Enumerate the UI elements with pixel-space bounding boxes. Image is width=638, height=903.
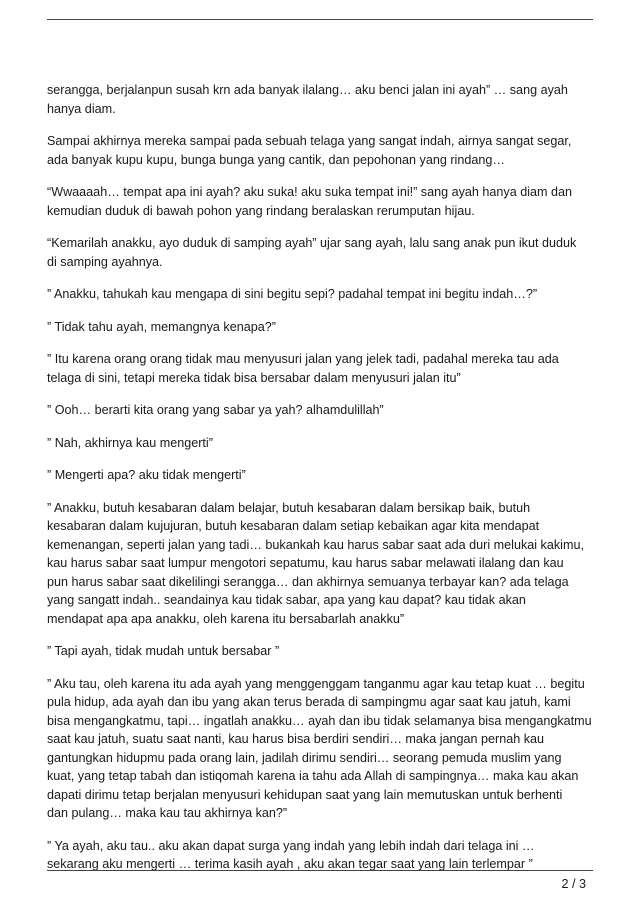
paragraph: ” Nah, akhirnya kau mengerti” xyxy=(47,435,213,450)
paragraph: ” Tidak tahu ayah, memangnya kenapa?” xyxy=(47,319,276,334)
paragraph: ” Tapi ayah, tidak mudah untuk bersabar ” xyxy=(47,644,280,658)
document-body xyxy=(47,81,607,888)
paragraph: serangga, berjalanpun susah krn ada banyak ilalang… aku benci jalan ini ayah” … sang ayah hanya diam. xyxy=(47,83,568,116)
paragraph: ” Ooh… berarti kita orang yang sabar ya yah? alhamdulillah” xyxy=(47,403,384,417)
header-rule xyxy=(47,19,593,20)
paragraph: “Wwaaaah… tempat apa ini ayah? aku suka! aku suka tempat ini!” sang ayah hanya diam dan kemudian duduk di bawah pohon yang rindang beralaskan rerumputan hijau. xyxy=(47,185,573,218)
paragraph: “Kemarilah anakku, ayo duduk di samping ayah” ujar sang ayah, lalu sang anak pun ikut duduk di samping ayahnya. xyxy=(47,236,577,269)
paragraph: ” Anakku, butuh kesabaran dalam belajar, butuh kesabaran dalam bersikap baik, butuh kesabaran dalam kujujuran, butuh kesabaran dalam setiap kebaikan agar kita mendapat kemenangan, seperti jalan yang tadi… bukankah kau harus sabar saat ada duri melukai kakimu, kau harus sabar saat lumpur mengotori sepatumu, kau harus sabar melawati ilalang dan kau pun harus sabar saat dikelilingi serangga… dan akhirnya semuanya terbayar kan? ada telaga yang sangatt indah.. seandainya kau tidak sabar, apa yang kau dapat? kau tidak akan mendapat apa apa anakku, oleh karena itu bersabarlah anakku” xyxy=(47,500,584,626)
paragraph: Sampai akhirnya mereka sampai pada sebuah telaga yang sangat indah, airnya sangat segar, ada banyak kupu kupu, bunga bunga yang cantik, dan pepohonan yang rindang… xyxy=(47,134,572,167)
footer-rule xyxy=(47,870,593,871)
paragraph: ” Ya ayah, aku tau.. aku akan dapat surga yang indah yang lebih indah dari telaga ini … sekarang aku mengerti … terima kasih ayah , aku akan tegar saat yang lain terlempar ” xyxy=(47,838,535,871)
paragraph: ” Aku tau, oleh karena itu ada ayah yang menggenggam tanganmu agar kau tetap kuat … begitu pula hidup, ada ayah dan ibu yang akan terus berada di sampingmu agar saat kau jatuh, kami bisa mengangkatmu, tapi… ingatlah anakku… ayah dan ibu tidak selamanya bisa mengangkatmu saat kau jatuh, suatu saat nanti, kau harus bisa berdiri sendiri… maka jangan pernah kau gantungkan hidupmu pada orang lain, jadilah dirimu sendiri… seorang pemuda muslim yang kuat, yang tetap tabah dan istiqomah karena ia tahu ada Allah di sampingnya… maka kau akan dapati dirimu tetap berjalan menyusuri kehidupan saat yang lain memutuskan untuk berhenti dan pulang… maka kau tau akhirnya kan?” xyxy=(47,676,592,820)
paragraph: ” Itu karena orang orang tidak mau menyusuri jalan yang jelek tadi, padahal mereka tau ada telaga di sini, tetapi mereka tidak bisa bersabar dalam menyusuri jalan itu” xyxy=(47,352,559,385)
page-number: 2 / 3 xyxy=(561,877,586,891)
paragraph: ” Anakku, tahukah kau mengapa di sini begitu sepi? padahal tempat ini begitu indah…?” xyxy=(47,287,538,301)
paragraph: ” Mengerti apa? aku tidak mengerti” xyxy=(47,468,246,482)
